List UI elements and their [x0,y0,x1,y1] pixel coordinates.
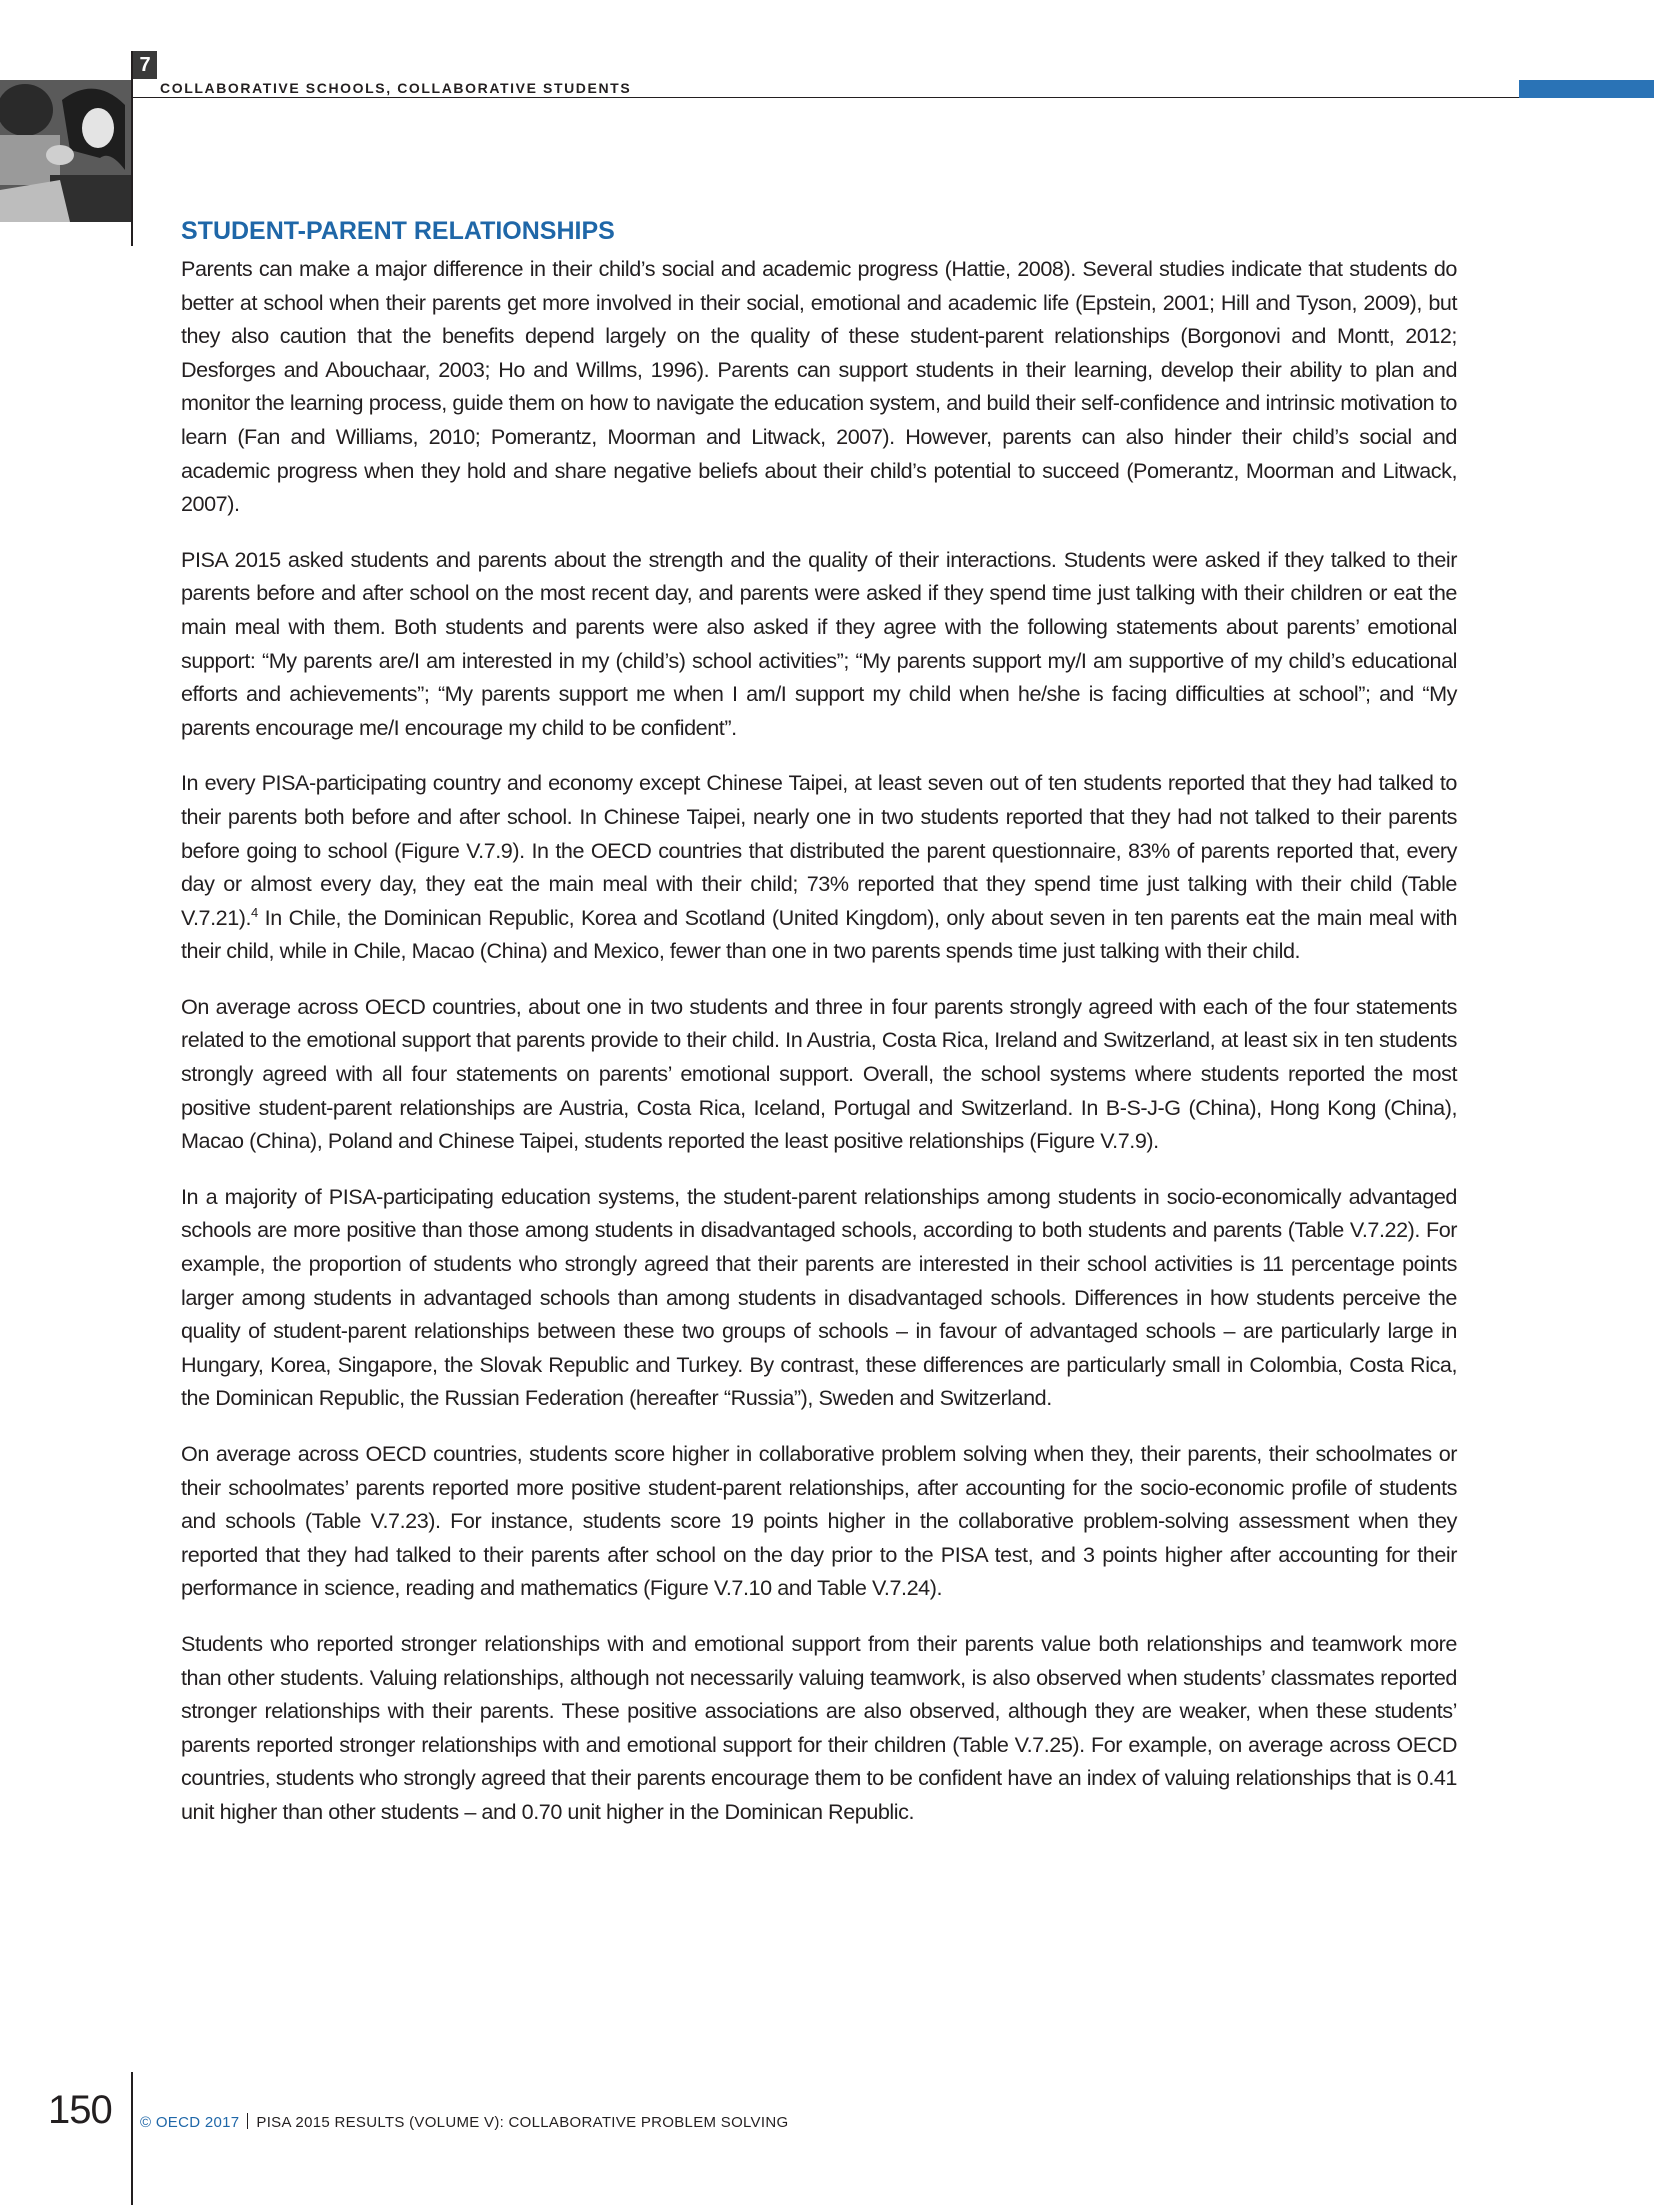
paragraph-1: Parents can make a major difference in their child’s social and academic progress (Hattie, 2008). Several studies indicate that students do better at school when their parents get more involved in their social, emotional and academic life (Epstein, 2001; Hill and Tyson, 2009), but they also caution that the benefits depend largely on the quality of these student-parent relationships (Borgonovi and Montt, 2012; Desforges and Abouchaar, 2003; Ho and Willms, 1996). Parents can support students in their learning, develop their ability to plan and monitor the learning process, guide them on how to navigate the education system, and build their self-confidence and intrinsic motivation to learn (Fan and Williams, 2010; Pomerantz, Moorman and Litwack, 2007). However, parents can also hinder their child’s social and academic progress when they hold and share negative beliefs about their child’s potential to succeed (Pomerantz, Moorman and Litwack, 2007). [181,256,1457,517]
chapter-photo [0,80,132,222]
footnote-marker[interactable]: 4 [251,904,258,920]
header-rule [133,97,1519,98]
paragraph-6: On average across OECD countries, students score higher in collaborative problem solving when they, their parents, their schoolmates or their schoolmates’ parents reported more positive student-parent relationships, after accounting for the socio-economic profile of students and schools (Table V.7.23). For instance, students score 19 points higher in the collaborative problem-solving assessment when they reported that they had talked to their parents after school on the day prior to the PISA test, and 3 points higher after accounting for their performance in science, reading and mathematics (Figure V.7.10 and Table V.7.24). [181,1441,1457,1601]
footer-copyright: © OECD 2017 [140,2114,240,2131]
main-content [181,214,1457,1851]
footer-vertical-rule [131,2072,133,2205]
paragraph-4: On average across OECD countries, about one in two students and three in four parents strongly agreed with each of the four statements related to the emotional support that parents provide to their child. In Austria, Costa Rica, Ireland and Switzerland, at least six in ten students strongly agreed with all four statements on parents’ emotional support. Overall, the school systems where students reported the most positive student-parent relationships are Austria, Costa Rica, Iceland, Portugal and Switzerland. In B-S-J-G (China), Hong Kong (China), Macao (China), Poland and Chinese Taipei, students reported the least positive relationships (Figure V.7.9). [181,993,1457,1154]
footer [140,2113,788,2131]
running-title: COLLABORATIVE SCHOOLS, COLLABORATIVE STUDENTS [160,80,632,96]
students-photo-image [0,80,132,222]
paragraph-2: PISA 2015 asked students and parents about the strength and the quality of their interactions. Students were asked if they talked to their parents before and after school on the most recent day, and parents were asked if they spend time just talking with their children or eat the main meal with them. Both students and parents were also asked if they agree with the following statements about parents’ emotional support: “My parents are/I am interested in my (child’s) school activities”; “My parents support my/I am supportive of my child’s educational efforts and achievements”; “My parents support me when I am/I support my child when he/she is facing difficulties at school”; and “My parents encourage me/I encourage my child to be confident”. [181,546,1457,740]
paragraph-7: Students who reported stronger relationships with and emotional support from their parents value both relationships and teamwork more than other students. Valuing relationships, although not necessarily valuing teamwork, is also observed when students’ classmates reported stronger relationships with their parents. These positive associations are also observed, although they are weaker, when these students’ parents reported stronger relationships with and emotional support for their children (Table V.7.25). For example, on average across OECD countries, students who strongly agreed that their parents encourage them to be confident have an index of valuing relationships that is 0.41 unit higher than other students – and 0.70 unit higher in the Dominican Republic. [181,1630,1457,1824]
header-vertical-rule [131,51,133,246]
chapter-number: 7 [133,51,157,79]
paragraph-3 [181,766,1457,968]
paragraph-3-text-before: In every PISA-participating country and economy except Chinese Taipei, at least seven out of ten students reported that they had talked to their parents both before and after school. In Chinese Taipei, nearly one in two students reported that they had not talked to their parents before going to school (Figure V.7.9). In the OECD countries that distributed the parent questionnaire, 83% of parents reported that, every day or almost every day, they eat the main meal with their child; 73% reported that they spend time just talking with their child (Table V.7.21). [181,770,1457,930]
paragraph-3-text-after: In Chile, the Dominican Republic, Korea and Scotland (United Kingdom), only about seven in ten parents eat the main meal with their child, while in Chile, Macao (China) and Mexico, fewer than one in two parents spends time just talking with their child. [181,904,1457,964]
header-accent-bar [1519,80,1654,98]
page-number: 150 [48,2088,112,2132]
paragraph-5: In a majority of PISA-participating education systems, the student-parent relationships among students in socio-economically advantaged schools are more positive than those among students in disadvantaged schools, according to both students and parents (Table V.7.22). For example, the proportion of students who strongly agreed that their parents are interested in their school activities is 11 percentage points larger among students in advantaged schools than among students in disadvantaged schools. Differences in how students perceive the quality of student-parent relationships between these two groups of schools – in favour of advantaged schools – are particularly large in Hungary, Korea, Singapore, the Slovak Republic and Turkey. By contrast, these differences are particularly small in Colombia, Costa Rica, the Dominican Republic, the Russian Federation (hereafter “Russia”), Sweden and Switzerland. [181,1183,1457,1411]
section-title: STUDENT-PARENT RELATIONSHIPS [181,217,615,245]
footer-separator [247,2113,248,2129]
footer-publication: PISA 2015 RESULTS (VOLUME V): COLLABORATIVE PROBLEM SOLVING [256,2114,789,2131]
